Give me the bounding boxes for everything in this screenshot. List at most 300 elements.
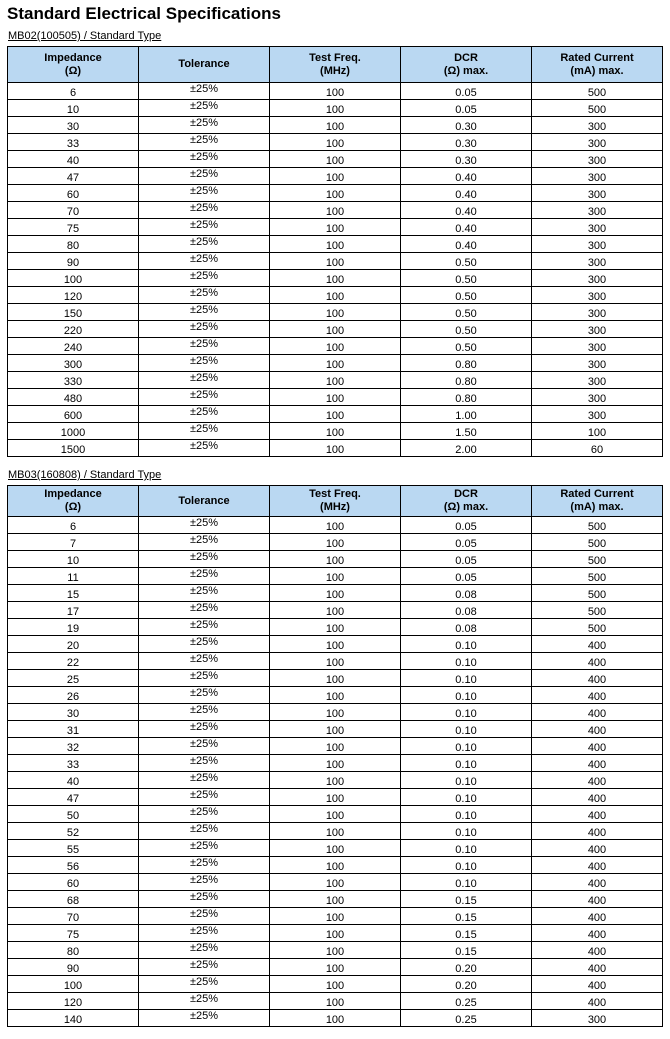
tolerance-cell: ±25% [139, 440, 270, 457]
header-unit: (mA) max. [570, 501, 624, 513]
rated-current-cell: 300 [532, 270, 663, 287]
test-freq-cell: 100 [270, 270, 401, 287]
tolerance-cell: ±25% [139, 772, 270, 789]
table-row [8, 687, 663, 704]
table-row [8, 1010, 663, 1027]
rated-current-cell: 500 [532, 602, 663, 619]
header-unit: (Ω) max. [443, 501, 489, 513]
impedance-cell: 50 [8, 806, 139, 823]
dcr-cell: 0.08 [401, 619, 532, 636]
test-freq-cell: 100 [270, 585, 401, 602]
impedance-cell: 330 [8, 372, 139, 389]
rated-current-cell: 500 [532, 83, 663, 100]
table-row [8, 721, 663, 738]
rated-current-cell: 300 [532, 202, 663, 219]
test-freq-cell: 100 [270, 891, 401, 908]
table-body [8, 83, 663, 457]
tolerance-cell: ±25% [139, 83, 270, 100]
impedance-cell: 150 [8, 304, 139, 321]
impedance-cell: 32 [8, 738, 139, 755]
rated-current-cell: 500 [532, 534, 663, 551]
table-row [8, 100, 663, 117]
test-freq-cell: 100 [270, 83, 401, 100]
impedance-cell: 47 [8, 168, 139, 185]
table-row [8, 636, 663, 653]
tolerance-cell: ±25% [139, 253, 270, 270]
tolerance-cell: ±25% [139, 117, 270, 134]
test-freq-cell: 100 [270, 117, 401, 134]
impedance-cell: 40 [8, 151, 139, 168]
mb02-subtitle: MB02(100505) / Standard Type [8, 30, 162, 42]
test-freq-cell: 100 [270, 823, 401, 840]
rated-current-cell: 400 [532, 738, 663, 755]
tolerance-cell: ±25% [139, 823, 270, 840]
tolerance-cell: ±25% [139, 202, 270, 219]
rated-current-cell: 400 [532, 891, 663, 908]
test-freq-cell: 100 [270, 185, 401, 202]
header-label: DCR [454, 51, 478, 64]
tolerance-cell: ±25% [139, 168, 270, 185]
table-row [8, 534, 663, 551]
dcr-cell: 0.50 [401, 321, 532, 338]
impedance-cell: 60 [8, 185, 139, 202]
impedance-cell: 120 [8, 287, 139, 304]
table-row [8, 585, 663, 602]
impedance-cell: 68 [8, 891, 139, 908]
dcr-cell: 0.10 [401, 704, 532, 721]
header-label: Test Freq. [309, 488, 361, 500]
test-freq-cell: 100 [270, 236, 401, 253]
table-row [8, 823, 663, 840]
rated-current-cell: 400 [532, 993, 663, 1010]
table-row [8, 406, 663, 423]
dcr-cell: 1.50 [401, 423, 532, 440]
dcr-cell: 0.10 [401, 670, 532, 687]
rated-current-cell: 500 [532, 568, 663, 585]
dcr-cell: 0.10 [401, 687, 532, 704]
rated-current-cell: 300 [532, 151, 663, 168]
rated-current-cell: 300 [532, 185, 663, 202]
tolerance-cell: ±25% [139, 585, 270, 602]
header-rated-current [532, 486, 663, 517]
impedance-cell: 56 [8, 857, 139, 874]
header-tolerance [139, 47, 270, 83]
impedance-cell: 100 [8, 270, 139, 287]
test-freq-cell: 100 [270, 423, 401, 440]
test-freq-cell: 100 [270, 653, 401, 670]
test-freq-cell: 100 [270, 1010, 401, 1027]
dcr-cell: 0.10 [401, 857, 532, 874]
table-row [8, 925, 663, 942]
table-row [8, 891, 663, 908]
test-freq-cell: 100 [270, 993, 401, 1010]
rated-current-cell: 400 [532, 840, 663, 857]
tolerance-cell: ±25% [139, 1010, 270, 1027]
impedance-cell: 11 [8, 568, 139, 585]
impedance-cell: 70 [8, 908, 139, 925]
table-row [8, 789, 663, 806]
tolerance-cell: ±25% [139, 236, 270, 253]
rated-current-cell: 300 [532, 355, 663, 372]
dcr-cell: 0.05 [401, 534, 532, 551]
dcr-cell: 0.05 [401, 100, 532, 117]
impedance-cell: 90 [8, 253, 139, 270]
table-row [8, 134, 663, 151]
dcr-cell: 0.50 [401, 270, 532, 287]
tolerance-cell: ±25% [139, 389, 270, 406]
mb03-subtitle: MB03(160808) / Standard Type [8, 469, 162, 481]
impedance-cell: 52 [8, 823, 139, 840]
impedance-cell: 40 [8, 772, 139, 789]
header-label: Impedance [44, 51, 102, 64]
header-unit: (Ω) max. [443, 64, 489, 77]
table-row [8, 738, 663, 755]
impedance-cell: 120 [8, 993, 139, 1010]
table-row [8, 151, 663, 168]
impedance-cell: 10 [8, 100, 139, 117]
rated-current-cell: 500 [532, 100, 663, 117]
header-dcr [401, 486, 532, 517]
test-freq-cell: 100 [270, 151, 401, 168]
dcr-cell: 0.30 [401, 117, 532, 134]
dcr-cell: 0.80 [401, 372, 532, 389]
tolerance-cell: ±25% [139, 219, 270, 236]
header-unit: (MHz) [320, 501, 350, 513]
impedance-cell: 26 [8, 687, 139, 704]
test-freq-cell: 100 [270, 840, 401, 857]
dcr-cell: 0.30 [401, 134, 532, 151]
rated-current-cell: 100 [532, 423, 663, 440]
header-rated-current [532, 47, 663, 83]
dcr-cell: 0.50 [401, 253, 532, 270]
table-row [8, 185, 663, 202]
tolerance-cell: ±25% [139, 304, 270, 321]
rated-current-cell: 300 [532, 117, 663, 134]
impedance-cell: 70 [8, 202, 139, 219]
dcr-cell: 0.40 [401, 219, 532, 236]
tolerance-cell: ±25% [139, 993, 270, 1010]
rated-current-cell: 500 [532, 517, 663, 534]
page-title: Standard Electrical Specifications [7, 4, 281, 23]
impedance-cell: 47 [8, 789, 139, 806]
dcr-cell: 0.25 [401, 1010, 532, 1027]
header-label: Impedance [44, 488, 102, 500]
header-unit: (mA) max. [570, 64, 624, 77]
table-row [8, 253, 663, 270]
rated-current-cell: 300 [532, 219, 663, 236]
rated-current-cell: 400 [532, 976, 663, 993]
header-unit: (Ω) [64, 64, 82, 77]
table-row [8, 551, 663, 568]
test-freq-cell: 100 [270, 406, 401, 423]
test-freq-cell: 100 [270, 602, 401, 619]
impedance-cell: 100 [8, 976, 139, 993]
impedance-cell: 15 [8, 585, 139, 602]
rated-current-cell: 300 [532, 338, 663, 355]
table-row [8, 219, 663, 236]
tolerance-cell: ±25% [139, 857, 270, 874]
tolerance-cell: ±25% [139, 517, 270, 534]
header-unit: (Ω) [64, 501, 82, 513]
table-row [8, 83, 663, 100]
test-freq-cell: 100 [270, 321, 401, 338]
test-freq-cell: 100 [270, 568, 401, 585]
dcr-cell: 0.08 [401, 585, 532, 602]
table-row [8, 908, 663, 925]
tolerance-cell: ±25% [139, 806, 270, 823]
tolerance-cell: ±25% [139, 840, 270, 857]
tolerance-cell: ±25% [139, 619, 270, 636]
tolerance-cell: ±25% [139, 959, 270, 976]
rated-current-cell: 300 [532, 304, 663, 321]
rated-current-cell: 400 [532, 704, 663, 721]
rated-current-cell: 400 [532, 789, 663, 806]
test-freq-cell: 100 [270, 551, 401, 568]
impedance-cell: 1500 [8, 440, 139, 457]
dcr-cell: 0.50 [401, 304, 532, 321]
rated-current-cell: 300 [532, 372, 663, 389]
table-row [8, 619, 663, 636]
tolerance-cell: ±25% [139, 738, 270, 755]
tolerance-cell: ±25% [139, 551, 270, 568]
rated-current-cell: 300 [532, 168, 663, 185]
test-freq-cell: 100 [270, 789, 401, 806]
header-label: Tolerance [178, 58, 230, 70]
mb02-spec-table [7, 46, 663, 457]
table-row [8, 355, 663, 372]
rated-current-cell: 400 [532, 653, 663, 670]
tolerance-cell: ±25% [139, 270, 270, 287]
table-row [8, 202, 663, 219]
table-header-row [8, 486, 663, 517]
tolerance-cell: ±25% [139, 942, 270, 959]
table-row [8, 993, 663, 1010]
impedance-cell: 80 [8, 236, 139, 253]
table-row [8, 423, 663, 440]
rated-current-cell: 400 [532, 806, 663, 823]
dcr-cell: 0.05 [401, 568, 532, 585]
dcr-cell: 0.10 [401, 840, 532, 857]
impedance-cell: 22 [8, 653, 139, 670]
table-row [8, 168, 663, 185]
impedance-cell: 480 [8, 389, 139, 406]
dcr-cell: 0.10 [401, 721, 532, 738]
rated-current-cell: 400 [532, 857, 663, 874]
table-row [8, 440, 663, 457]
tolerance-cell: ±25% [139, 891, 270, 908]
dcr-cell: 0.05 [401, 83, 532, 100]
rated-current-cell: 400 [532, 772, 663, 789]
impedance-cell: 19 [8, 619, 139, 636]
table-row [8, 321, 663, 338]
table-row [8, 389, 663, 406]
impedance-cell: 600 [8, 406, 139, 423]
dcr-cell: 0.10 [401, 823, 532, 840]
impedance-cell: 75 [8, 925, 139, 942]
header-test-freq [270, 486, 401, 517]
dcr-cell: 0.80 [401, 389, 532, 406]
tolerance-cell: ±25% [139, 185, 270, 202]
dcr-cell: 0.30 [401, 151, 532, 168]
header-impedance [8, 47, 139, 83]
tolerance-cell: ±25% [139, 338, 270, 355]
table-row [8, 840, 663, 857]
test-freq-cell: 100 [270, 202, 401, 219]
table-row [8, 755, 663, 772]
header-unit: (MHz) [320, 64, 350, 77]
test-freq-cell: 100 [270, 100, 401, 117]
test-freq-cell: 100 [270, 372, 401, 389]
test-freq-cell: 100 [270, 755, 401, 772]
tolerance-cell: ±25% [139, 134, 270, 151]
rated-current-cell: 400 [532, 925, 663, 942]
rated-current-cell: 400 [532, 959, 663, 976]
header-label: Test Freq. [309, 51, 361, 64]
tolerance-cell: ±25% [139, 321, 270, 338]
impedance-cell: 80 [8, 942, 139, 959]
test-freq-cell: 100 [270, 440, 401, 457]
tolerance-cell: ±25% [139, 976, 270, 993]
table-row [8, 772, 663, 789]
test-freq-cell: 100 [270, 168, 401, 185]
dcr-cell: 0.10 [401, 874, 532, 891]
test-freq-cell: 100 [270, 287, 401, 304]
test-freq-cell: 100 [270, 925, 401, 942]
table-header-row [8, 47, 663, 83]
impedance-cell: 75 [8, 219, 139, 236]
test-freq-cell: 100 [270, 772, 401, 789]
impedance-cell: 6 [8, 83, 139, 100]
tolerance-cell: ±25% [139, 789, 270, 806]
rated-current-cell: 300 [532, 134, 663, 151]
test-freq-cell: 100 [270, 253, 401, 270]
dcr-cell: 0.10 [401, 789, 532, 806]
test-freq-cell: 100 [270, 687, 401, 704]
rated-current-cell: 500 [532, 585, 663, 602]
impedance-cell: 55 [8, 840, 139, 857]
tolerance-cell: ±25% [139, 636, 270, 653]
dcr-cell: 0.40 [401, 168, 532, 185]
dcr-cell: 0.05 [401, 551, 532, 568]
test-freq-cell: 100 [270, 942, 401, 959]
impedance-cell: 6 [8, 517, 139, 534]
test-freq-cell: 100 [270, 670, 401, 687]
dcr-cell: 0.40 [401, 185, 532, 202]
rated-current-cell: 400 [532, 942, 663, 959]
tolerance-cell: ±25% [139, 100, 270, 117]
impedance-cell: 33 [8, 755, 139, 772]
impedance-cell: 20 [8, 636, 139, 653]
dcr-cell: 0.15 [401, 908, 532, 925]
tolerance-cell: ±25% [139, 568, 270, 585]
table-body [8, 517, 663, 1027]
rated-current-cell: 300 [532, 287, 663, 304]
dcr-cell: 0.10 [401, 738, 532, 755]
rated-current-cell: 400 [532, 755, 663, 772]
tolerance-cell: ±25% [139, 534, 270, 551]
test-freq-cell: 100 [270, 355, 401, 372]
table-row [8, 602, 663, 619]
rated-current-cell: 500 [532, 551, 663, 568]
table-row [8, 806, 663, 823]
dcr-cell: 0.05 [401, 517, 532, 534]
test-freq-cell: 100 [270, 959, 401, 976]
table-row [8, 304, 663, 321]
impedance-cell: 33 [8, 134, 139, 151]
table-row [8, 568, 663, 585]
tolerance-cell: ±25% [139, 925, 270, 942]
test-freq-cell: 100 [270, 908, 401, 925]
tolerance-cell: ±25% [139, 704, 270, 721]
impedance-cell: 60 [8, 874, 139, 891]
tolerance-cell: ±25% [139, 151, 270, 168]
test-freq-cell: 100 [270, 517, 401, 534]
tolerance-cell: ±25% [139, 755, 270, 772]
test-freq-cell: 100 [270, 619, 401, 636]
test-freq-cell: 100 [270, 534, 401, 551]
tolerance-cell: ±25% [139, 287, 270, 304]
header-impedance [8, 486, 139, 517]
tolerance-cell: ±25% [139, 406, 270, 423]
rated-current-cell: 300 [532, 321, 663, 338]
rated-current-cell: 300 [532, 406, 663, 423]
rated-current-cell: 400 [532, 687, 663, 704]
rated-current-cell: 400 [532, 823, 663, 840]
rated-current-cell: 400 [532, 721, 663, 738]
dcr-cell: 0.20 [401, 959, 532, 976]
tolerance-cell: ±25% [139, 355, 270, 372]
dcr-cell: 0.10 [401, 755, 532, 772]
table-row [8, 959, 663, 976]
dcr-cell: 0.15 [401, 891, 532, 908]
dcr-cell: 0.20 [401, 976, 532, 993]
impedance-cell: 30 [8, 117, 139, 134]
rated-current-cell: 300 [532, 389, 663, 406]
header-test-freq [270, 47, 401, 83]
rated-current-cell: 300 [532, 253, 663, 270]
tolerance-cell: ±25% [139, 687, 270, 704]
table-row [8, 857, 663, 874]
test-freq-cell: 100 [270, 806, 401, 823]
rated-current-cell: 400 [532, 908, 663, 925]
impedance-cell: 140 [8, 1010, 139, 1027]
dcr-cell: 0.40 [401, 236, 532, 253]
dcr-cell: 0.50 [401, 338, 532, 355]
table-row [8, 117, 663, 134]
dcr-cell: 2.00 [401, 440, 532, 457]
table-row [8, 976, 663, 993]
table-row [8, 653, 663, 670]
header-tolerance [139, 486, 270, 517]
impedance-cell: 10 [8, 551, 139, 568]
dcr-cell: 0.15 [401, 942, 532, 959]
dcr-cell: 0.10 [401, 772, 532, 789]
test-freq-cell: 100 [270, 389, 401, 406]
table-row [8, 270, 663, 287]
dcr-cell: 0.50 [401, 287, 532, 304]
tolerance-cell: ±25% [139, 602, 270, 619]
tolerance-cell: ±25% [139, 372, 270, 389]
dcr-cell: 0.80 [401, 355, 532, 372]
mb03-spec-table [7, 485, 663, 1027]
rated-current-cell: 400 [532, 670, 663, 687]
table-row [8, 287, 663, 304]
test-freq-cell: 100 [270, 857, 401, 874]
tolerance-cell: ±25% [139, 423, 270, 440]
test-freq-cell: 100 [270, 738, 401, 755]
test-freq-cell: 100 [270, 976, 401, 993]
tolerance-cell: ±25% [139, 874, 270, 891]
